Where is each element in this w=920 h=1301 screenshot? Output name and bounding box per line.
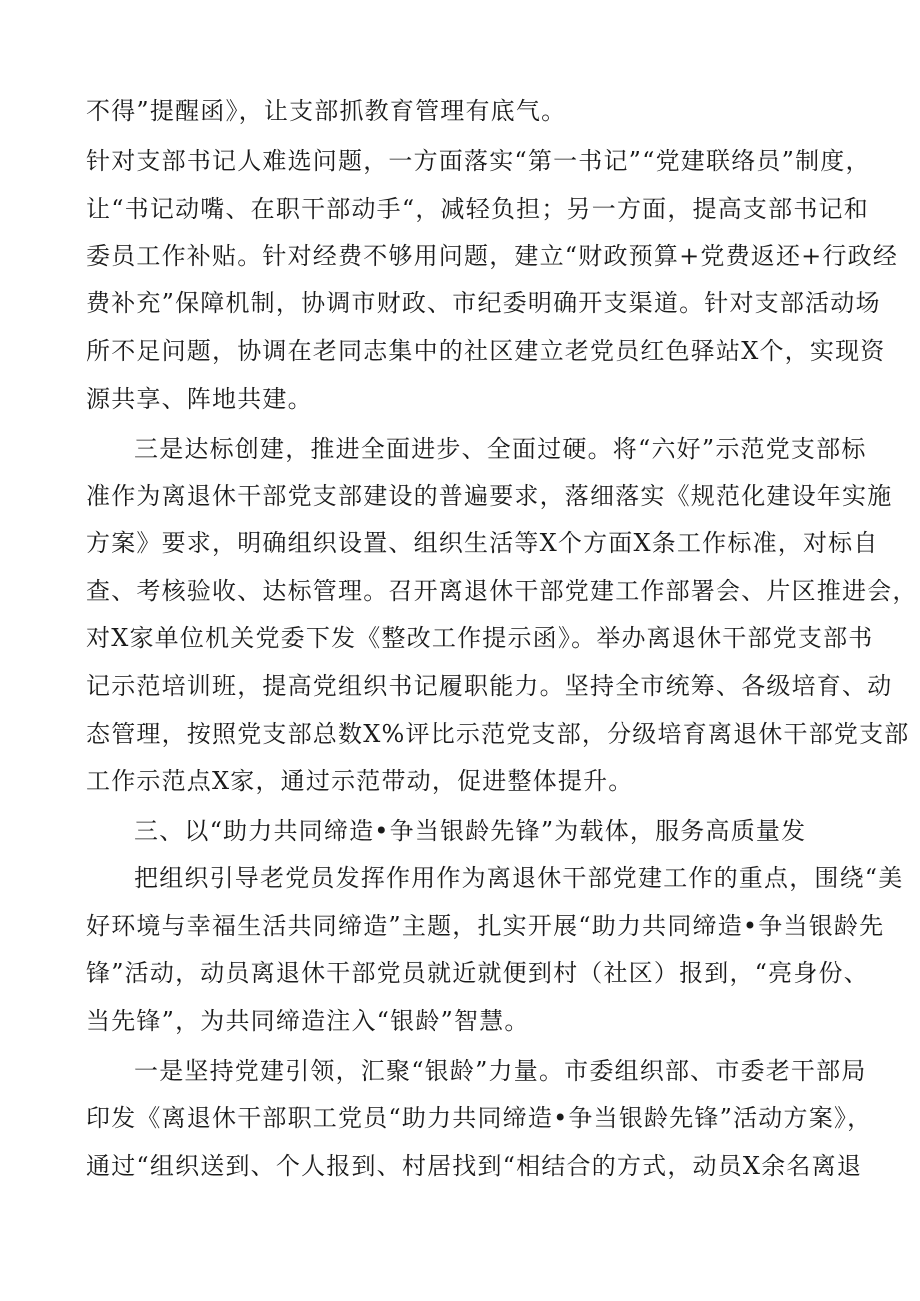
text-line: 锋”活动，动员离退休干部党员就近就便到村（社区）报到，“亮身份、: [86, 959, 869, 987]
text-line: 对X家单位机关党委下发《整改工作提示函》。举办离退休干部党支部书: [86, 624, 874, 652]
text-line: 准作为离退休干部党支部建设的普遍要求，落细落实《规范化建设年实施: [86, 482, 893, 510]
text-line: 方案》要求，明确组织设置、组织生活等X个方面X条工作标准，对标自: [86, 529, 879, 557]
text-line: 不得”提醒函》，让支部抓教育管理有底气。: [86, 97, 567, 125]
section-heading: 三、以“助力共同缔造•争当银龄先锋”为载体，服务高质量发: [134, 817, 807, 845]
paragraph-first-line: 把组织引导老党员发挥作用作为离退休干部党建工作的重点，围绕“美: [134, 864, 904, 892]
text-line: 通过“组织送到、个人报到、村居找到“相结合的方式，动员X余名离退: [86, 1152, 863, 1180]
text-line: 让“书记动嘴、在职干部动手“，减轻负担；另一方面，提高支部书记和: [86, 195, 869, 223]
paragraph-first-line: 三是达标创建，推进全面进步、全面过硬。将“六好”示范党支部标: [134, 435, 867, 463]
text-line: 记示范培训班，提高党组织书记履职能力。坚持全市统筹、各级培育、动: [86, 672, 893, 700]
text-line: 工作示范点X家，通过示范带动，促进整体提升。: [86, 767, 634, 795]
text-line: 所不足问题，协调在老同志集中的社区建立老党员红色驿站X个，实现资: [86, 337, 886, 365]
text-line: 印发《离退休干部职工党员“助力共同缔造•争当银龄先锋”活动方案》，: [86, 1104, 873, 1132]
paragraph-first-line: 一是坚持党建引领，汇聚“银龄”力量。市委组织部、市委老干部局: [134, 1057, 867, 1085]
text-line: 源共享、阵地共建。: [86, 385, 313, 413]
text-line: 态管理，按照党支部总数X%评比示范党支部，分级培育离退休干部党支部: [86, 720, 910, 748]
text-line: 查、考核验收、达标管理。召开离退休干部党建工作部署会、片区推进会，: [86, 577, 918, 605]
text-line: 费补充”保障机制，协调市财政、市纪委明确开支渠道。针对支部活动场: [86, 289, 881, 317]
text-line: 当先锋”，为共同缔造注入“银龄”智慧。: [86, 1007, 530, 1035]
text-line: 针对支部书记人难选问题，一方面落实“第一书记”“党建联络员”制度，: [86, 147, 871, 175]
text-line: 好环境与幸福生活共同缔造”主题，扎实开展“助力共同缔造•争当银龄先: [86, 912, 885, 940]
text-line: 委员工作补贴。针对经费不够用问题，建立“财政预算+党费返还+行政经: [86, 242, 899, 270]
